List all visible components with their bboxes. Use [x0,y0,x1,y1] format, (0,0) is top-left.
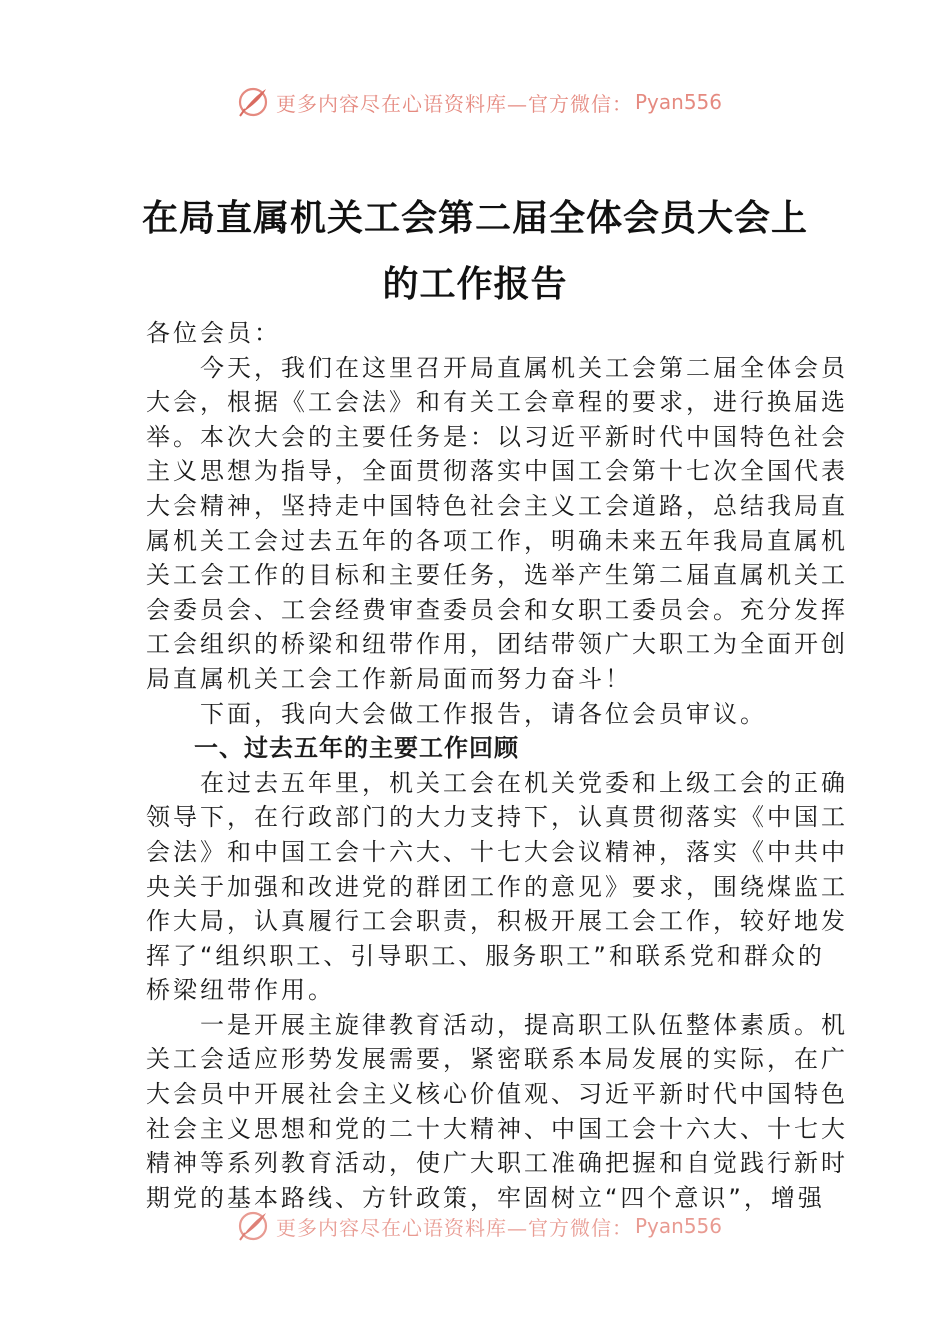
paragraph-line: 关工会工作的目标和主要任务，选举产生第二届直属机关工 [146,561,848,590]
banner-brand: Pyan556 [635,1214,723,1238]
paragraph-line: 会委员会、工会经费审查委员会和女职工委员会。充分发挥 [146,595,848,624]
paragraph-line: 主义思想为指导，全面贯彻落实中国工会第十七次全国代表 [146,457,848,486]
header-watermark-banner [0,82,950,122]
document-title-line-1: 在局直属机关工会第二届全体会员大会上 [141,197,808,239]
paragraph-line: 央关于加强和改进党的群团工作的意见》要求，围绕煤监工 [146,872,848,901]
paragraph-line: 工会组织的桥梁和纽带作用，团结带领广大职工为全面开创 [146,630,848,659]
paragraph-line: 挥了“组织职工、引导职工、服务职工”和联系党和群众的 [146,941,825,970]
paragraph-line: 局直属机关工会工作新局面而努力奋斗！ [146,664,632,693]
document-title-line-2: 的工作报告 [382,263,568,305]
paragraph-line: 今天，我们在这里召开局直属机关工会第二届全体会员 [200,353,848,382]
pen-quill-logo-icon [236,1209,270,1243]
paragraph-line: 下面，我向大会做工作报告，请各位会员审议。 [200,699,767,728]
document-body [146,316,848,1215]
pen-quill-logo-icon [236,85,270,119]
banner-text: 更多内容尽在心语资料库—官方微信： [276,1215,633,1240]
paragraph-line: 精神等系列教育活动，使广大职工准确把握和自觉践行新时 [146,1149,848,1178]
paragraph-line: 大会员中开展社会主义核心价值观、习近平新时代中国特色 [146,1080,848,1109]
banner-text: 更多内容尽在心语资料库—官方微信： [276,91,633,116]
banner-brand: Pyan556 [635,90,723,114]
paragraph-line: 会法》和中国工会十六大、十七大会议精神，落实《中共中 [146,837,848,866]
paragraph-line: 属机关工会过去五年的各项工作，明确未来五年我局直属机 [146,526,848,555]
paragraph-line: 一是开展主旋律教育活动，提高职工队伍整体素质。机 [200,1010,848,1039]
salutation: 各位会员： [146,319,281,347]
paragraph-line: 举。本次大会的主要任务是：以习近平新时代中国特色社会 [146,422,848,451]
section-heading: 一、过去五年的主要工作回顾 [194,734,519,763]
paragraph-line: 作大局，认真履行工会职责，积极开展工会工作，较好地发 [146,907,848,936]
paragraph-line: 大会，根据《工会法》和有关工会章程的要求，进行换届选 [146,388,848,417]
paragraph-line: 在过去五年里，机关工会在机关党委和上级工会的正确 [200,768,848,797]
paragraph-line: 领导下，在行政部门的大力支持下，认真贯彻落实《中国工 [146,803,848,832]
paragraph-line: 桥梁纽带作用。 [146,976,335,1005]
footer-watermark-banner [0,1206,950,1246]
paragraph-line: 关工会适应形势发展需要，紧密联系本局发展的实际，在广 [146,1045,848,1074]
paragraph-line: 期党的基本路线、方针政策，牢固树立“四个意识”，增强 [146,1183,825,1212]
paragraph-line: 社会主义思想和党的二十大精神、中国工会十六大、十七大 [146,1114,848,1143]
paragraph-line: 大会精神，坚持走中国特色社会主义工会道路，总结我局直 [146,491,848,520]
